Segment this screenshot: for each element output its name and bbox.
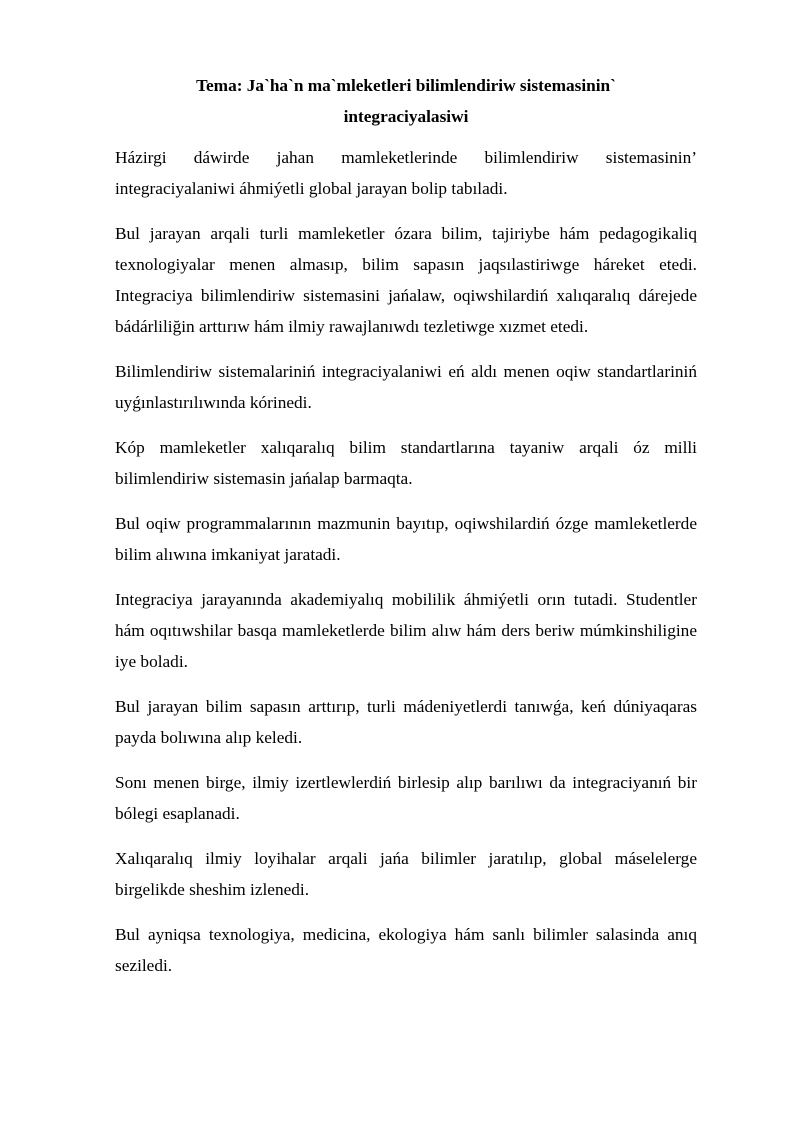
paragraph-7: Bul jarayan bilim sapasın arttırıp, turli mádeniyetlerdi tanıwǵa, keń dúniyaqaras payda bolıwına alıp keledi. (115, 697, 697, 747)
paragraph-10: Bul ayniqsa texnologiya, medicina, ekologiya hám sanlı bilimler salasinda anıq seziledi. (115, 925, 697, 975)
paragraph-9: Xalıqaralıq ilmiy loyihalar arqali jańa bilimler jaratılıp, global máselelerge birgelikde sheshim izlenedi. (115, 849, 697, 899)
paragraph-3: Bilimlendiriw sistemalariniń integraciyalaniwi eń aldı menen oqiw standartlariniń uyǵınlastırılıwında kórinedi. (115, 362, 697, 412)
paragraph-2: Bul jarayan arqali turli mamleketler ózara bilim, tajiriybe hám pedagogikaliq texnologiyalar menen almasıp, bilim sapasın jaqsılastiriwge háreket etedi. Integraciya bilimlendiriw sistemasini jańalaw, oqiwshilardiń xalıqaralıq dárejede bádárliliğin arttırıw hám ilmiy rawajlanıwdı tezletiwge xızmet etedi. (115, 224, 697, 336)
document-title (115, 70, 697, 132)
paragraph-5: Bul oqiw programmalarının mazmunin bayıtıp, oqiwshilardiń ózge mamleketlerde bilim alıwına imkaniyat jaratadi. (115, 514, 697, 564)
paragraph-8: Sonı menen birge, ilmiy izertlewlerdiń birlesip alıp barılıwı da integraciyanıń bir bólegi esaplanadi. (115, 773, 697, 823)
document-page (115, 70, 697, 995)
paragraph-1: Házirgi dáwirde jahan mamleketlerinde bilimlendiriw sistemasinin’ integraciyalaniwi áhmiýetli global jarayan bolip tabıladi. (115, 148, 697, 198)
paragraph-4: Kóp mamleketler xalıqaralıq bilim standartlarına tayaniw arqali óz milli bilimlendiriw sistemasin jańalap barmaqta. (115, 438, 697, 488)
paragraph-6: Integraciya jarayanında akademiyalıq mobililik áhmiýetli orın tutadi. Studentler hám oqıtıwshilar basqa mamleketlerde bilim alıw hám ders beriw múmkinshiligine iye boladi. (115, 590, 697, 671)
title-line-1: Tema: Ja`ha`n ma`mleketleri bilimlendiriw sistemasinin` (196, 76, 616, 95)
title-line-2: integraciyalasiwi (343, 107, 469, 126)
